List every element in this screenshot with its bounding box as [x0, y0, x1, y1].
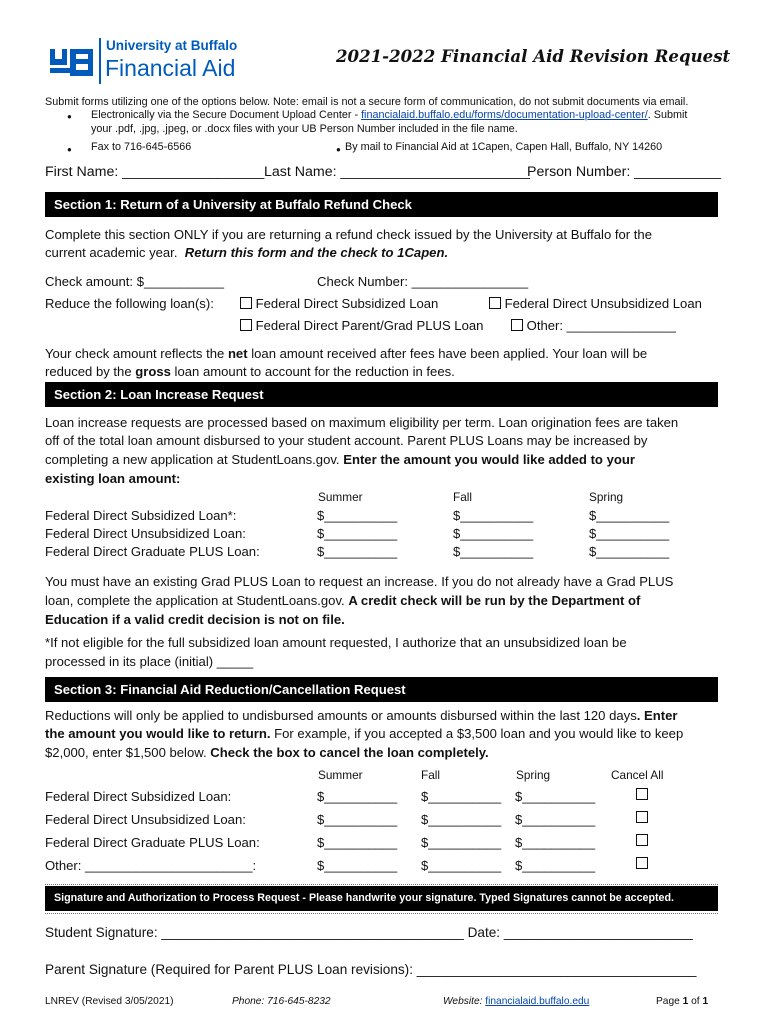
checkbox[interactable]	[489, 297, 501, 309]
checkbox[interactable]	[240, 297, 252, 309]
signature-rule-top	[45, 884, 718, 885]
note-bold: gross	[135, 364, 171, 379]
plus-note-bold: A credit check will be run by the Department of	[348, 593, 641, 608]
s2-gradplus-spring-field[interactable]: $__________	[589, 544, 670, 559]
student-signature-field[interactable]: Student Signature: ________________________________________ Date: _________________________	[45, 925, 693, 940]
section1-note-line1	[45, 346, 647, 361]
reduce-loans-label: Reduce the following loan(s):	[45, 296, 214, 311]
s3-other-cancel-checkbox[interactable]	[636, 857, 648, 869]
page-prefix: Page	[656, 996, 683, 1007]
s3-subsidized-spring-field[interactable]: $__________	[515, 789, 596, 804]
last-name-field[interactable]: Last Name: ________________________	[264, 164, 530, 180]
upload-prefix: Electronically via the Secure Document Upload Center -	[91, 109, 362, 121]
s2-row-unsubsidized-label: Federal Direct Unsubsidized Loan:	[45, 526, 246, 541]
loan-option-plus[interactable]	[240, 318, 483, 333]
s3-row-gradplus-label: Federal Direct Graduate PLUS Loan:	[45, 835, 260, 850]
upload-option-line2: your .pdf, .jpg, .jpeg, or .docx files with your UB Person Number included in the file name.	[91, 123, 518, 135]
signature-rule-bottom	[45, 913, 718, 914]
person-number-field[interactable]: Person Number: ___________	[527, 164, 722, 180]
s2-row-subsidized-label: Federal Direct Subsidized Loan*:	[45, 508, 237, 523]
s2-col-spring: Spring	[589, 490, 624, 504]
s2-unsubsidized-spring-field[interactable]: $__________	[589, 526, 670, 541]
s3-gradplus-fall-field[interactable]: $__________	[421, 835, 502, 850]
s2-row-gradplus-label: Federal Direct Graduate PLUS Loan:	[45, 544, 260, 559]
section3-text-normal: Reductions will only be applied to undisbursed amounts or amounts disbursed within the last 120 days	[45, 708, 637, 723]
checkbox[interactable]	[240, 319, 252, 331]
footer-phone: Phone: 716-645-8232	[232, 996, 331, 1007]
logo-unit-name: Financial Aid	[105, 55, 236, 81]
section2-text-line2: off of the total loan amount disbursed to your student account. Parent PLUS Loans may be increased by	[45, 433, 648, 448]
loan-option-label: Federal Direct Unsubsidized Loan	[504, 296, 702, 311]
bullet-fax	[67, 143, 72, 155]
section3-heading: Section 3: Financial Aid Reduction/Cancellation Request	[45, 677, 718, 702]
page-of: of	[688, 996, 703, 1007]
loan-option-label: Federal Direct Parent/Grad PLUS Loan	[255, 318, 484, 333]
s3-unsubsidized-cancel-checkbox[interactable]	[636, 811, 648, 823]
auth-initial-field[interactable]: processed in its place (initial) _____	[45, 654, 254, 669]
s3-col-summer: Summer	[318, 768, 363, 782]
logo-divider	[99, 38, 101, 84]
s3-gradplus-spring-field[interactable]: $__________	[515, 835, 596, 850]
note-text: loan amount to account for the reduction in fees.	[170, 364, 455, 379]
bullet-icon: ●	[336, 145, 341, 154]
bullet-mail	[336, 143, 341, 155]
s2-unsubsidized-summer-field[interactable]: $__________	[317, 526, 398, 541]
section1-note-line2	[45, 364, 455, 379]
plus-note-line3	[45, 612, 345, 627]
footer-website	[443, 996, 589, 1007]
note-bold: net	[227, 346, 248, 361]
website-label: Website:	[443, 996, 486, 1007]
s3-row-other-label[interactable]: Other: _______________________:	[45, 858, 257, 873]
section1-text-bold: Return this form and the check to 1Capen.	[184, 245, 449, 260]
signature-heading: Signature and Authorization to Process Request - Please handwrite your signature. Typed Signatures cannot be accepted.	[45, 886, 718, 911]
section3-text-bold: Check the box to cancel the loan completely.	[210, 745, 489, 760]
ub-logo-icon	[50, 46, 95, 76]
s2-gradplus-fall-field[interactable]: $__________	[453, 544, 534, 559]
form-title: 2021-2022 Financial Aid Revision Request	[336, 46, 731, 66]
s3-other-fall-field[interactable]: $__________	[421, 858, 502, 873]
first-name-field[interactable]: First Name: __________________	[45, 164, 265, 180]
section2-text-normal: completing a new application at StudentLoans.gov.	[45, 452, 340, 467]
s2-col-summer: Summer	[318, 490, 363, 504]
bullet-upload	[67, 110, 72, 122]
section3-text-normal: $2,000, enter $1,500 below.	[45, 745, 207, 760]
s2-gradplus-summer-field[interactable]: $__________	[317, 544, 398, 559]
s3-col-fall: Fall	[421, 768, 441, 782]
page-total: 1	[702, 996, 709, 1007]
website-link[interactable]: financialaid.buffalo.edu	[485, 996, 590, 1007]
section1-text-line1: Complete this section ONLY if you are returning a refund check issued by the University at Buffalo for the	[45, 227, 652, 242]
s2-subsidized-fall-field[interactable]: $__________	[453, 508, 534, 523]
s3-unsubsidized-fall-field[interactable]: $__________	[421, 812, 502, 827]
plus-note-line2	[45, 593, 640, 608]
section2-text-line4	[45, 471, 180, 486]
note-text: Your check amount reflects the	[45, 346, 228, 361]
upload-center-link[interactable]: financialaid.buffalo.edu/forms/documentation-upload-center/	[361, 109, 648, 121]
plus-note-normal: loan, complete the application at StudentLoans.gov.	[45, 593, 345, 608]
s3-subsidized-cancel-checkbox[interactable]	[636, 788, 648, 800]
auth-line1: *If not eligible for the full subsidized loan amount requested, I authorize that an unsubsidized loan be	[45, 635, 627, 650]
page-current: 1	[682, 996, 689, 1007]
upload-option	[91, 109, 687, 121]
s2-col-fall: Fall	[453, 490, 473, 504]
plus-note-line1: You must have an existing Grad PLUS Loan to request an increase. If you do not already have a Grad PLUS	[45, 574, 674, 589]
section2-heading: Section 2: Loan Increase Request	[45, 382, 718, 407]
checkbox[interactable]	[511, 319, 523, 331]
instructions-intro: Submit forms utilizing one of the options below. Note: email is not a secure form of communication, do not submit documents via email.	[45, 96, 689, 108]
s3-gradplus-summer-field[interactable]: $__________	[317, 835, 398, 850]
s3-other-spring-field[interactable]: $__________	[515, 858, 596, 873]
check-amount-field[interactable]: Check amount: $___________	[45, 274, 225, 289]
s3-gradplus-cancel-checkbox[interactable]	[636, 834, 648, 846]
loan-option-label: Federal Direct Subsidized Loan	[255, 296, 439, 311]
bullet-icon: ●	[67, 145, 72, 154]
s2-subsidized-summer-field[interactable]: $__________	[317, 508, 398, 523]
fax-option: Fax to 716-645-6566	[91, 141, 192, 153]
plus-note-bold: Education if a valid credit decision is not on file.	[45, 612, 345, 627]
section2-text-bold: existing loan amount:	[45, 471, 181, 486]
bullet-icon: ●	[67, 112, 72, 121]
section1-text-normal: current academic year.	[45, 245, 178, 260]
upload-suffix: . Submit	[647, 109, 688, 121]
section3-text-normal: For example, if you accepted a $3,500 loan and you would like to keep	[270, 726, 684, 741]
mail-option: By mail to Financial Aid at 1Capen, Capen Hall, Buffalo, NY 14260	[345, 141, 663, 153]
s3-unsubsidized-summer-field[interactable]: $__________	[317, 812, 398, 827]
s3-subsidized-fall-field[interactable]: $__________	[421, 789, 502, 804]
section3-text-bold: . Enter	[636, 708, 678, 723]
note-text: loan amount received after fees have been applied. Your loan will be	[247, 346, 648, 361]
loan-option-subsidized[interactable]	[240, 296, 438, 311]
s2-unsubsidized-fall-field[interactable]: $__________	[453, 526, 534, 541]
s2-subsidized-spring-field[interactable]: $__________	[589, 508, 670, 523]
section2-text-bold: Enter the amount you would like added to your	[343, 452, 635, 467]
s3-row-subsidized-label: Federal Direct Subsidized Loan:	[45, 789, 232, 804]
parent-signature-field[interactable]: Parent Signature (Required for Parent PLUS Loan revisions): _____________________________________	[45, 962, 697, 977]
section1-heading: Section 1: Return of a University at Buffalo Refund Check	[45, 192, 718, 217]
section1-text-line2	[45, 245, 448, 260]
s3-subsidized-summer-field[interactable]: $__________	[317, 789, 398, 804]
section2-text-line1: Loan increase requests are processed based on maximum eligibility per term. Loan origination fees are taken	[45, 415, 679, 430]
section2-text-line3	[45, 452, 635, 467]
section3-text-line1	[45, 708, 678, 723]
section3-text-line3	[45, 745, 489, 760]
loan-option-label: Other: _______________	[526, 318, 676, 333]
s3-col-spring: Spring	[516, 768, 551, 782]
note-text: reduced by the	[45, 364, 136, 379]
section3-text-line2	[45, 726, 683, 741]
form-id: LNREV (Revised 3/05/2021)	[45, 996, 174, 1007]
s3-col-cancel-all: Cancel All	[611, 768, 664, 782]
loan-option-other[interactable]	[511, 318, 676, 333]
check-number-field[interactable]: Check Number: ________________	[317, 274, 529, 289]
s3-row-unsubsidized-label: Federal Direct Unsubsidized Loan:	[45, 812, 246, 827]
section3-text-bold: the amount you would like to return.	[45, 726, 271, 741]
logo-university-name: University at Buffalo	[106, 38, 238, 53]
s3-unsubsidized-spring-field[interactable]: $__________	[515, 812, 596, 827]
loan-option-unsubsidized[interactable]	[489, 296, 702, 311]
page-number	[656, 996, 708, 1007]
s3-other-summer-field[interactable]: $__________	[317, 858, 398, 873]
